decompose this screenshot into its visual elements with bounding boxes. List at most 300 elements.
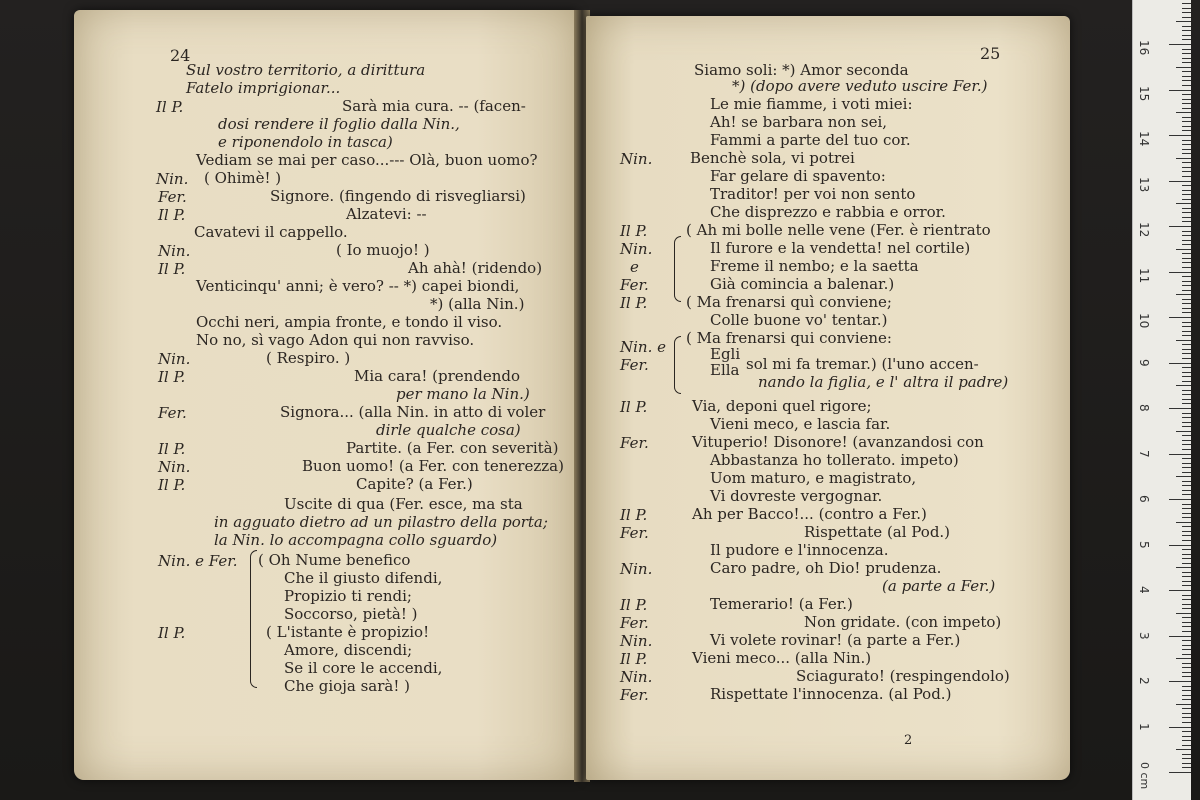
verse-line: Vi volete rovinar! (a parte a Fer.) — [710, 631, 961, 649]
ruler-tick — [1182, 49, 1191, 50]
ruler-tick — [1182, 722, 1191, 723]
ruler-tick — [1182, 30, 1191, 31]
ruler-tick — [1182, 504, 1191, 505]
ruler-label: 1 — [1137, 722, 1151, 731]
ruler-tick — [1182, 526, 1191, 527]
verse-line: Fatelo imprigionar... — [186, 79, 341, 97]
verse-line: Il furore e la vendetta! nel cortile) — [710, 239, 971, 257]
ruler-tick — [1182, 217, 1191, 218]
ruler-label: 12 — [1137, 222, 1151, 238]
speaker-label: e — [630, 258, 639, 276]
ruler-tick — [1182, 240, 1191, 241]
verse-line: Propizio ti rendi; — [284, 587, 412, 605]
verse-line: Il pudore e l'innocenza. — [710, 541, 889, 559]
speaker-label: Fer. — [158, 404, 187, 422]
ruler-tick — [1182, 599, 1191, 600]
ruler-tick — [1182, 276, 1191, 277]
ruler-tick — [1182, 372, 1191, 373]
ruler-tick — [1182, 85, 1191, 86]
speaker-label: Il P. — [620, 398, 648, 416]
ruler-tick — [1182, 622, 1191, 623]
ruler-tick — [1182, 144, 1191, 145]
ruler-tick — [1182, 12, 1191, 13]
ruler-label: 7 — [1137, 449, 1151, 458]
verse-line: Non gridate. (con impeto) — [804, 613, 1002, 631]
ruler-tick — [1176, 476, 1191, 477]
verse-line: Amore, discendi; — [284, 641, 413, 659]
ruler-tick — [1182, 121, 1191, 122]
verse-line: (a parte a Fer.) — [882, 577, 996, 595]
verse-line: Già comincia a balenar.) — [710, 275, 895, 293]
ruler-tick — [1176, 431, 1191, 432]
verse-line: Vieni meco, e lascia far. — [710, 415, 891, 433]
ruler-tick — [1182, 649, 1191, 650]
page-number: 25 — [980, 44, 1001, 63]
ruler-tick — [1182, 481, 1191, 482]
verse-line: la Nin. lo accompagna collo sguardo) — [214, 531, 498, 549]
verse-line: Vieni meco... (alla Nin.) — [692, 649, 872, 667]
verse-line: Occhi neri, ampia fronte, e tondo il viso. — [196, 313, 503, 331]
ruler-tick — [1182, 381, 1191, 382]
ruler-tick — [1182, 344, 1191, 345]
verse-line: dosi rendere il foglio dalla Nin., — [218, 115, 460, 133]
ruler-tick — [1182, 76, 1191, 77]
speaker-label: Il P. — [620, 222, 648, 240]
ruler-tick — [1182, 99, 1191, 100]
ruler-label: 13 — [1137, 176, 1151, 192]
ruler-tick — [1182, 39, 1191, 40]
ruler-label: 14 — [1137, 131, 1151, 147]
ruler-tick — [1182, 267, 1191, 268]
ruler-tick — [1182, 199, 1191, 200]
speaker-label: Fer. — [620, 524, 649, 542]
ruler-tick — [1182, 449, 1191, 450]
ruler-tick — [1176, 249, 1191, 250]
ruler-tick — [1182, 140, 1191, 141]
ruler-tick — [1169, 181, 1191, 182]
ruler-tick — [1182, 490, 1191, 491]
ruler-tick — [1182, 767, 1191, 768]
ruler-tick — [1182, 604, 1191, 605]
ruler-label: 3 — [1137, 631, 1151, 640]
verse-line: dirle qualche cosa) — [376, 421, 521, 439]
speaker-label: Nin. — [620, 632, 653, 650]
speaker-label: Fer. — [620, 434, 649, 452]
ruler-tick — [1182, 53, 1191, 54]
verse-line: Capite? (a Fer.) — [356, 475, 473, 493]
ruler-label: 5 — [1137, 540, 1151, 549]
ruler-tick — [1176, 203, 1191, 204]
ruler-tick — [1169, 499, 1191, 500]
verse-line: Rispettate l'innocenza. (al Pod.) — [710, 685, 952, 703]
verse-line: Ah! se barbara non sei, — [710, 113, 888, 131]
verse-line: Sul vostro territorio, a dirittura — [186, 61, 426, 79]
ruler-tick — [1176, 294, 1191, 295]
ruler-label: 10 — [1137, 313, 1151, 329]
ruler-tick — [1182, 686, 1191, 687]
verse-line: nando la figlia, e l' altra il padre) — [758, 373, 1009, 391]
ruler-tick — [1169, 636, 1191, 637]
ruler-tick — [1182, 149, 1191, 150]
ruler-tick — [1182, 35, 1191, 36]
verse-line: Abbastanza ho tollerato. impeto) — [710, 451, 959, 469]
speaker-label: Nin. — [620, 150, 653, 168]
ruler-tick — [1182, 717, 1191, 718]
verse-line: e riponendolo in tasca) — [218, 133, 393, 151]
ruler-tick — [1182, 463, 1191, 464]
page-number: 24 — [170, 46, 191, 65]
ruler-tick — [1182, 103, 1191, 104]
ruler-tick — [1182, 326, 1191, 327]
ruler-tick — [1169, 226, 1191, 227]
speaker-label: Nin. — [156, 170, 189, 188]
ruler-tick — [1169, 454, 1191, 455]
right-page — [586, 16, 1070, 780]
verse-line: per mano la Nin.) — [396, 385, 530, 403]
ruler-tick — [1182, 531, 1191, 532]
speaker-label: Il P. — [158, 476, 186, 494]
verse-line: *) (dopo avere veduto uscire Fer.) — [732, 77, 988, 95]
ruler-tick — [1182, 258, 1191, 259]
ruler-tick — [1182, 290, 1191, 291]
verse-line: Far gelare di spavento: — [710, 167, 886, 185]
verse-line: ( Ah mi bolle nelle vene (Fer. è rientrato — [686, 221, 991, 239]
ruler-tick — [1182, 167, 1191, 168]
verse-line: Se il core le accendi, — [284, 659, 443, 677]
ruler-tick — [1182, 312, 1191, 313]
ruler-tick — [1182, 667, 1191, 668]
ruler-tick — [1182, 244, 1191, 245]
ruler-tick — [1182, 422, 1191, 423]
ruler-tick — [1169, 135, 1191, 136]
ruler-tick — [1182, 745, 1191, 746]
verse-line: Uscite di qua (Fer. esce, ma sta — [284, 495, 523, 513]
ruler-tick — [1182, 376, 1191, 377]
ruler-tick — [1182, 595, 1191, 596]
ruler-tick — [1182, 517, 1191, 518]
ruler-tick — [1182, 331, 1191, 332]
ruler-tick — [1182, 758, 1191, 759]
verse-line: in agguato dietro ad un pilastro della porta; — [214, 513, 548, 531]
ruler-label: 16 — [1137, 40, 1151, 56]
ruler-tick — [1182, 353, 1191, 354]
ruler-tick — [1182, 303, 1191, 304]
ruler-tick — [1176, 67, 1191, 68]
ruler-tick — [1176, 21, 1191, 22]
verse-line: Signora... (alla Nin. in atto di voler — [280, 403, 546, 421]
ruler-tick — [1182, 640, 1191, 641]
ruler-tick — [1182, 308, 1191, 309]
ruler-tick — [1182, 367, 1191, 368]
ruler-tick — [1182, 708, 1191, 709]
speaker-label: Fer. — [620, 614, 649, 632]
verse-line: Ah per Bacco!... (contro a Fer.) — [692, 505, 927, 523]
verse-line: Partite. (a Fer. con severità) — [346, 439, 559, 457]
verse-line: ( Io muojo! ) — [336, 241, 430, 259]
ruler-tick — [1182, 676, 1191, 677]
ruler-tick — [1169, 545, 1191, 546]
ruler-tick — [1182, 390, 1191, 391]
verse-line: ( L'istante è propizio! — [266, 623, 430, 641]
ruler-tick — [1182, 740, 1191, 741]
verse-line: Freme il nembo; e la saetta — [710, 257, 919, 275]
ruler-tick — [1182, 485, 1191, 486]
verse-line: ( Ohimè! ) — [204, 169, 282, 187]
ruler-tick — [1182, 554, 1191, 555]
ruler-tick — [1182, 394, 1191, 395]
ruler-tick — [1182, 540, 1191, 541]
ruler-tick — [1169, 90, 1191, 91]
verse-line: Benchè sola, vi potrei — [690, 149, 855, 167]
ruler-label: 8 — [1137, 404, 1151, 412]
verse-line: ( Ma frenarsi quì conviene; — [686, 293, 892, 311]
ruler-tick — [1182, 663, 1191, 664]
ruler-label: 11 — [1137, 267, 1151, 283]
verse-line: Che il giusto difendi, — [284, 569, 443, 587]
ruler-tick — [1182, 8, 1191, 9]
ruler-tick — [1182, 130, 1191, 131]
ruler-tick — [1182, 654, 1191, 655]
verse-line: Traditor! per voi non sento — [710, 185, 916, 203]
ruler-tick — [1182, 472, 1191, 473]
verse-line: Sciagurato! (respingendolo) — [796, 667, 1010, 685]
verse-line: Colle buone vo' tentar.) — [710, 311, 888, 329]
ruler-tick — [1182, 672, 1191, 673]
ruler-tick — [1182, 17, 1191, 18]
ruler-tick — [1182, 713, 1191, 714]
ruler-tick — [1182, 162, 1191, 163]
ruler-tick — [1182, 190, 1191, 191]
left-brace — [250, 550, 257, 688]
speaker-label: Il P. — [620, 506, 648, 524]
ruler-tick — [1182, 513, 1191, 514]
verse-line: *) (alla Nin.) — [430, 295, 525, 313]
ruler-tick — [1182, 558, 1191, 559]
ruler-tick — [1176, 112, 1191, 113]
ruler-label: 15 — [1137, 85, 1151, 101]
speaker-label: Il P. — [620, 596, 648, 614]
speaker-label: Fer. — [620, 276, 649, 294]
verse-line: Buon uomo! (a Fer. con tenerezza) — [302, 457, 564, 475]
ruler-tick — [1182, 508, 1191, 509]
speaker-label: Fer. — [620, 356, 649, 374]
ruler-tick — [1182, 299, 1191, 300]
ruler-tick — [1182, 399, 1191, 400]
ruler-tick — [1176, 704, 1191, 705]
ruler-tick — [1182, 108, 1191, 109]
verse-line: Mia cara! (prendendo — [354, 367, 521, 385]
ruler-tick — [1182, 549, 1191, 550]
ruler-tick — [1169, 772, 1191, 773]
ruler-tick — [1182, 699, 1191, 700]
right-brace-lower — [674, 336, 681, 394]
ruler-tick — [1182, 221, 1191, 222]
ruler-tick — [1182, 126, 1191, 127]
verse-line: Che disprezzo e rabbia e orror. — [710, 203, 946, 221]
ruler-tick — [1182, 626, 1191, 627]
ruler-tick — [1182, 208, 1191, 209]
ruler-tick — [1182, 335, 1191, 336]
speaker-label: Il P. — [156, 98, 184, 116]
ruler-tick — [1169, 272, 1191, 273]
ruler-tick — [1182, 631, 1191, 632]
ruler-tick — [1182, 117, 1191, 118]
ruler-tick — [1182, 645, 1191, 646]
ruler-tick — [1182, 563, 1191, 564]
verse-line: Venticinqu' anni; è vero? -- *) capei biondi, — [196, 277, 520, 295]
ruler-tick — [1182, 572, 1191, 573]
verse-line: Fammi a parte del tuo cor. — [710, 131, 911, 149]
verse-line: Che gioja sarà! ) — [284, 677, 410, 695]
speaker-label: Il P. — [620, 294, 648, 312]
ruler-tick — [1182, 212, 1191, 213]
ruler-tick — [1182, 608, 1191, 609]
ruler-tick — [1182, 262, 1191, 263]
ruler-tick — [1182, 763, 1191, 764]
ruler-label: 2 — [1137, 677, 1151, 685]
verse-line: No no, sì vago Adon qui non ravviso. — [196, 331, 475, 349]
verse-line: Signore. (fingendo di risvegliarsi) — [270, 187, 526, 205]
verse-line: sol mi fa tremar.) (l'uno accen- — [746, 355, 979, 373]
verse-line: Via, deponi quel rigore; — [692, 397, 872, 415]
speaker-label: Il P. — [158, 624, 186, 642]
ruler-tick — [1182, 576, 1191, 577]
speaker-label: Il P. — [158, 368, 186, 386]
ruler-tick — [1182, 71, 1191, 72]
verse-line: Vi dovreste vergognar. — [710, 487, 883, 505]
ruler-tick — [1182, 58, 1191, 59]
speaker-label: Il P. — [158, 260, 186, 278]
ruler-unit-label: 0 cm — [1138, 762, 1151, 790]
ruler-tick — [1169, 590, 1191, 591]
ruler-tick — [1169, 363, 1191, 364]
verse-line: Alzatevi: -- — [346, 205, 427, 223]
ruler-tick — [1182, 322, 1191, 323]
ruler-tick — [1182, 695, 1191, 696]
speaker-label: Fer. — [158, 188, 187, 206]
ruler-tick — [1182, 467, 1191, 468]
ruler-tick — [1176, 749, 1191, 750]
ruler-tick — [1182, 440, 1191, 441]
speaker-label: Nin. — [158, 242, 191, 260]
ruler-tick — [1182, 94, 1191, 95]
ruler-tick — [1176, 385, 1191, 386]
ruler-tick — [1182, 403, 1191, 404]
speaker-label: Nin. — [620, 560, 653, 578]
ruler-tick — [1182, 235, 1191, 236]
ruler-tick — [1182, 26, 1191, 27]
ruler-tick — [1182, 62, 1191, 63]
ruler-tick — [1182, 754, 1191, 755]
signature-mark: 2 — [904, 733, 913, 748]
left-page — [74, 10, 578, 780]
verse-line: ( Respiro. ) — [266, 349, 351, 367]
ruler-tick — [1182, 194, 1191, 195]
speaker-label: Fer. — [620, 686, 649, 704]
ruler-tick — [1176, 567, 1191, 568]
ruler-tick — [1182, 494, 1191, 495]
ruler-tick — [1169, 727, 1191, 728]
ruler-tick — [1182, 358, 1191, 359]
ruler-tick — [1182, 349, 1191, 350]
speaker-label: Nin. — [158, 458, 191, 476]
verse-line: Vediam se mai per caso...--- Olà, buon uomo? — [196, 151, 538, 169]
verse-line: Ella — [710, 361, 740, 379]
ruler-tick — [1182, 535, 1191, 536]
measuring-ruler — [1132, 0, 1191, 800]
ruler-tick — [1182, 585, 1191, 586]
ruler-tick — [1176, 613, 1191, 614]
speaker-label: Nin. e — [620, 338, 666, 356]
verse-line: Rispettate (al Pod.) — [804, 523, 951, 541]
verse-line: ( Oh Nume benefico — [258, 551, 411, 569]
speaker-label: Nin. e Fer. — [158, 552, 238, 570]
ruler-tick — [1169, 681, 1191, 682]
ruler-tick — [1182, 285, 1191, 286]
speaker-label: Nin. — [620, 668, 653, 686]
ruler-tick — [1176, 522, 1191, 523]
verse-line: Siamo soli: *) Amor seconda — [694, 61, 909, 79]
ruler-label: 6 — [1137, 495, 1151, 503]
verse-line: Cavatevi il cappello. — [194, 223, 348, 241]
ruler-tick — [1182, 736, 1191, 737]
ruler-tick — [1176, 158, 1191, 159]
ruler-tick — [1182, 153, 1191, 154]
speaker-label: Nin. — [620, 240, 653, 258]
ruler-tick — [1182, 281, 1191, 282]
verse-line: Soccorso, pietà! ) — [284, 605, 418, 623]
verse-line: Temerario! (a Fer.) — [710, 595, 853, 613]
ruler-tick — [1182, 458, 1191, 459]
verse-line: Uom maturo, e magistrato, — [710, 469, 917, 487]
ruler-label: 9 — [1137, 358, 1151, 367]
ruler-tick — [1182, 413, 1191, 414]
verse-line: Caro padre, oh Dio! prudenza. — [710, 559, 942, 577]
verse-line: Le mie fiamme, i voti miei: — [710, 95, 913, 113]
speaker-label: Il P. — [620, 650, 648, 668]
ruler-tick — [1182, 617, 1191, 618]
ruler-label: 4 — [1137, 586, 1151, 594]
ruler-tick — [1182, 176, 1191, 177]
ruler-tick — [1176, 340, 1191, 341]
right-brace-spacer — [686, 246, 692, 298]
ruler-tick — [1182, 80, 1191, 81]
ruler-tick — [1182, 444, 1191, 445]
ruler-tick — [1176, 658, 1191, 659]
ruler-tick — [1182, 253, 1191, 254]
ruler-tick — [1182, 417, 1191, 418]
speaker-label: Il P. — [158, 440, 186, 458]
ruler-tick — [1182, 435, 1191, 436]
speaker-label: Nin. — [158, 350, 191, 368]
verse-line: Sarà mia cura. -- (facen- — [342, 97, 526, 115]
ruler-tick — [1182, 231, 1191, 232]
ruler-tick — [1182, 581, 1191, 582]
verse-line: Vituperio! Disonore! (avanzandosi con — [692, 433, 984, 451]
ruler-tick — [1182, 171, 1191, 172]
ruler-tick — [1169, 408, 1191, 409]
ruler-tick — [1182, 731, 1191, 732]
ruler-tick — [1169, 317, 1191, 318]
ruler-tick — [1182, 426, 1191, 427]
ruler-tick — [1182, 185, 1191, 186]
ruler-tick — [1182, 3, 1191, 4]
speaker-label: Il P. — [158, 206, 186, 224]
right-brace-upper — [674, 236, 681, 302]
ruler-tick — [1182, 690, 1191, 691]
verse-line: ( Ma frenarsi qui conviene: — [686, 329, 892, 347]
verse-line: Ah ahà! (ridendo) — [408, 259, 543, 277]
